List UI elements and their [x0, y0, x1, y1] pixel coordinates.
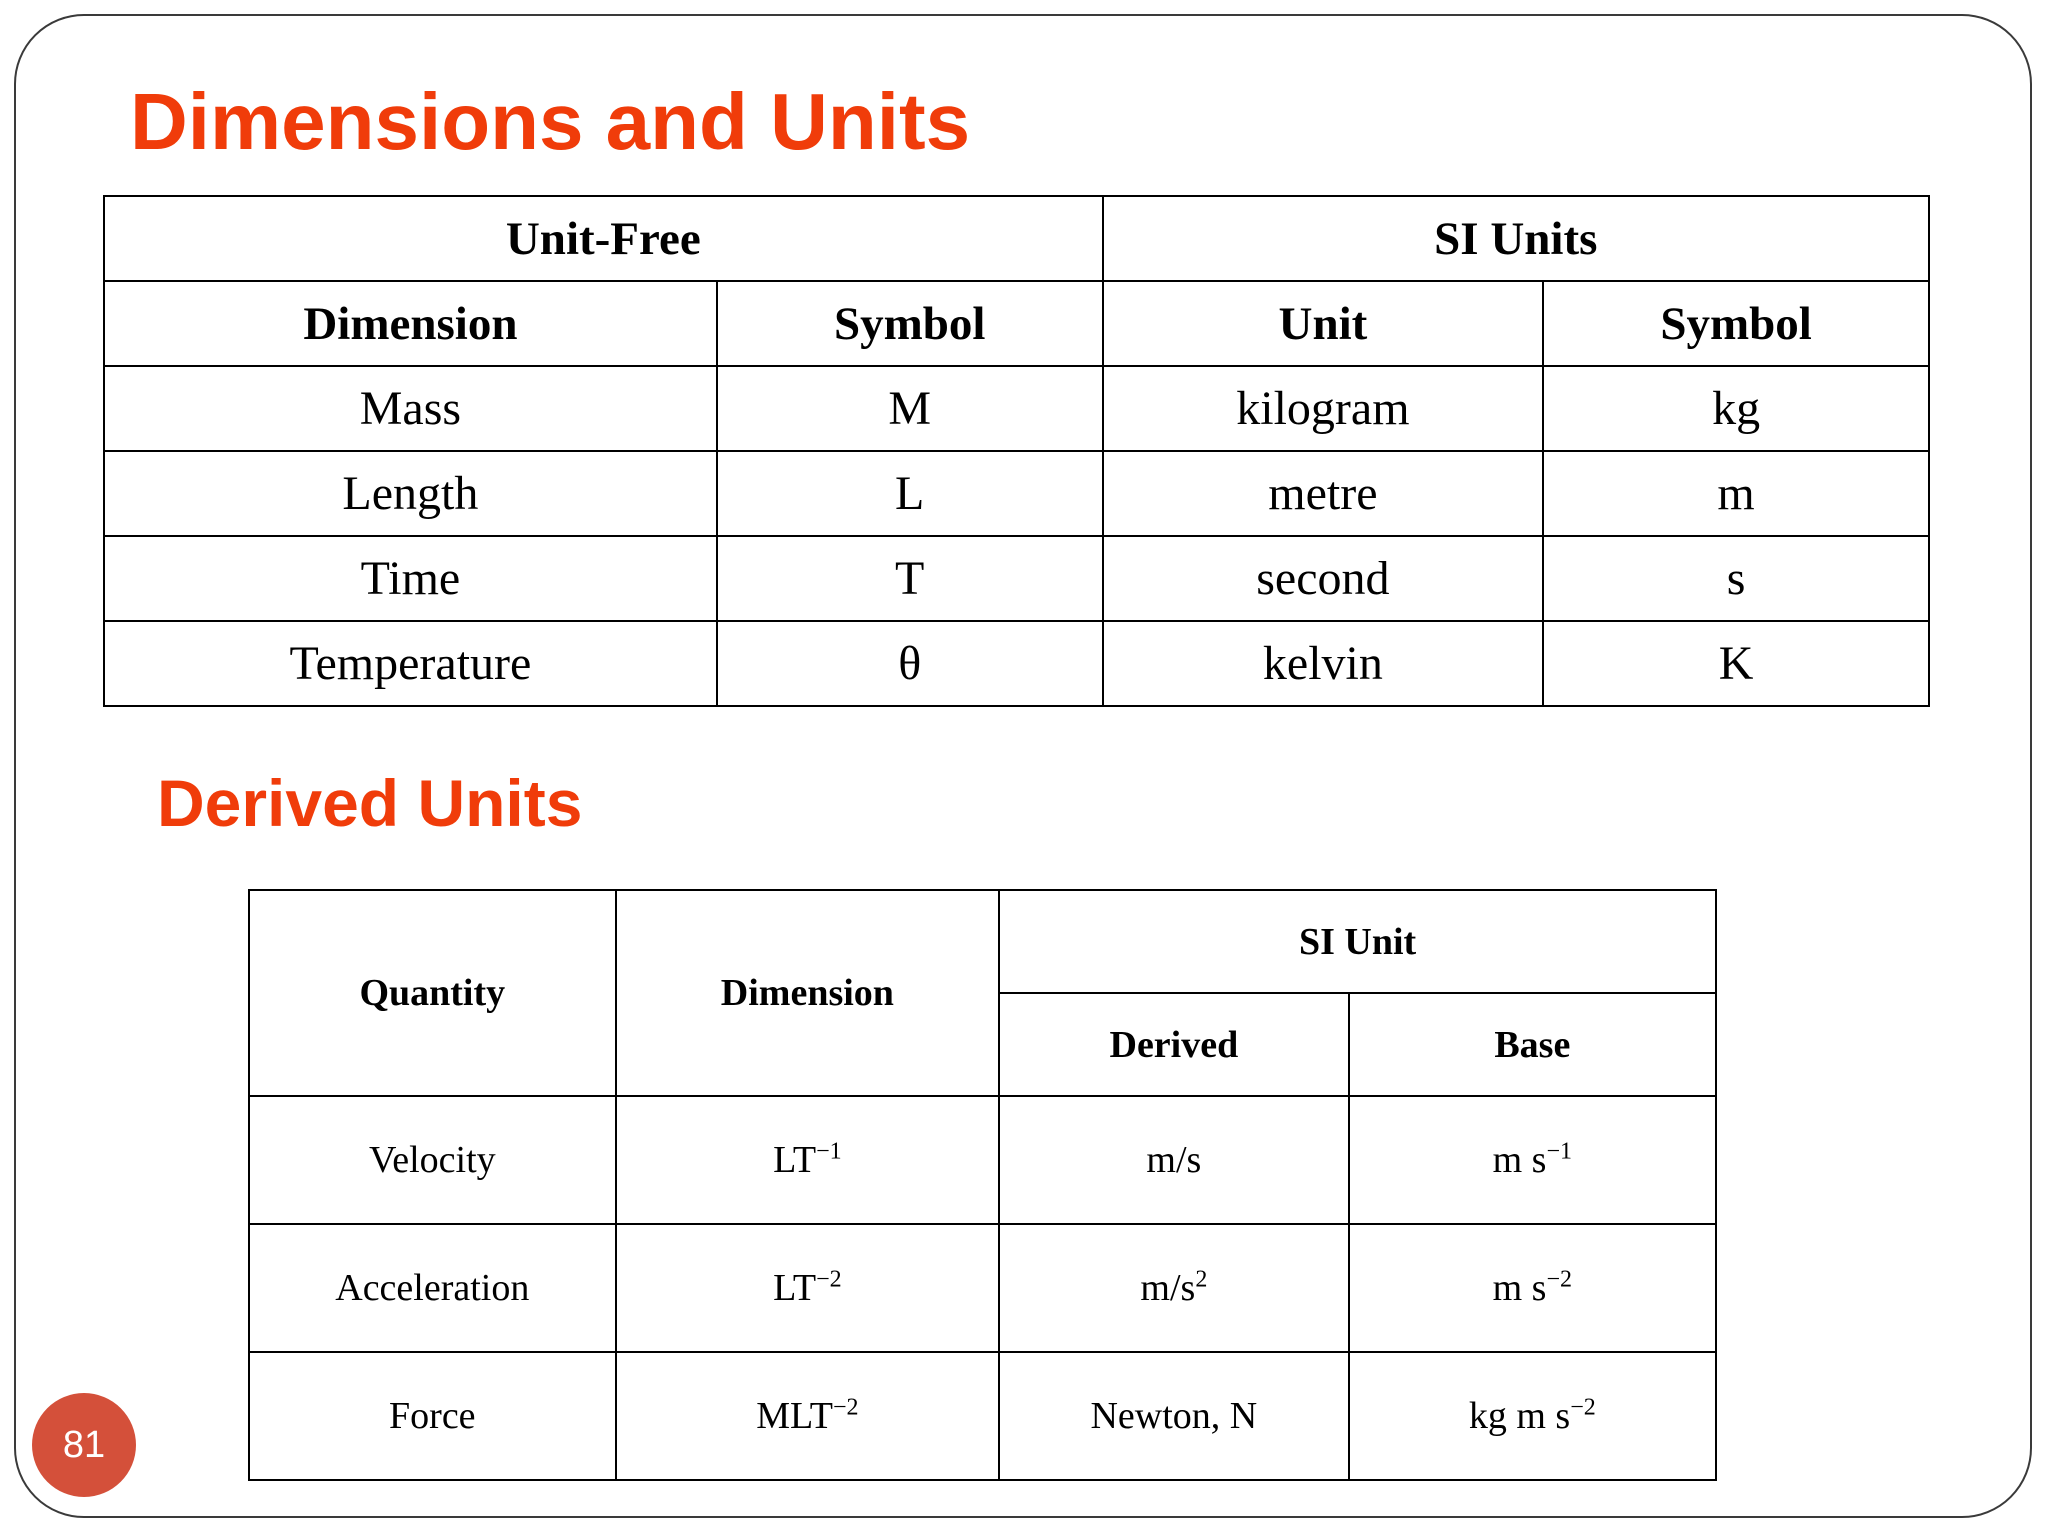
dimension-exponent: −2	[816, 1266, 842, 1293]
dimension-cell	[616, 1352, 1000, 1480]
dimension-exponent: −2	[832, 1394, 859, 1421]
derived-base: m/s	[1146, 1139, 1202, 1181]
dimension-cell: Length	[104, 451, 717, 536]
unit-cell: metre	[1103, 451, 1544, 536]
table-row	[249, 1096, 1716, 1224]
dimension-cell	[616, 1224, 1000, 1352]
symbol-cell: L	[717, 451, 1103, 536]
table-row	[104, 621, 1929, 706]
si-units-header: SI Units	[1103, 196, 1929, 281]
dimension-exponent: −1	[816, 1138, 842, 1165]
base-exponent: −2	[1570, 1394, 1596, 1421]
dimension-header: Dimension	[104, 281, 717, 366]
group-header-row	[104, 196, 1929, 281]
si-symbol-cell: K	[1543, 621, 1929, 706]
quantity-cell: Velocity	[249, 1096, 616, 1224]
base-units-table	[103, 195, 1930, 707]
quantity-header: Quantity	[249, 890, 616, 1096]
dimension-base: MLT	[756, 1395, 833, 1437]
base-exponent: −1	[1546, 1138, 1573, 1165]
slide-title: Dimensions and Units	[130, 77, 971, 166]
unit-free-header: Unit-Free	[104, 196, 1103, 281]
section-subtitle: Derived Units	[157, 766, 583, 840]
derived-cell	[999, 1352, 1349, 1480]
dimension-base: LT	[773, 1139, 817, 1181]
si-symbol-cell: m	[1543, 451, 1929, 536]
base-unit: m s	[1492, 1267, 1547, 1309]
dimension-cell: Time	[104, 536, 717, 621]
base-exponent: −2	[1546, 1266, 1573, 1293]
base-header: Base	[1349, 993, 1716, 1096]
dimension-cell	[616, 1096, 1000, 1224]
unit-header: Unit	[1103, 281, 1544, 366]
table-row	[249, 1352, 1716, 1480]
table-row	[249, 1224, 1716, 1352]
table-row	[104, 451, 1929, 536]
page-number-badge: 81	[32, 1393, 136, 1497]
quantity-cell: Force	[249, 1352, 616, 1480]
dimension-cell: Mass	[104, 366, 717, 451]
symbol-cell: M	[717, 366, 1103, 451]
base-cell	[1349, 1352, 1716, 1480]
symbol-header: Symbol	[717, 281, 1103, 366]
derived-header: Derived	[999, 993, 1349, 1096]
base-cell	[1349, 1096, 1716, 1224]
derived-base: Newton, N	[1090, 1395, 1258, 1437]
table-row	[104, 536, 1929, 621]
quantity-cell: Acceleration	[249, 1224, 616, 1352]
derived-exponent: 2	[1195, 1266, 1208, 1293]
column-header-row	[104, 281, 1929, 366]
dimension-header: Dimension	[616, 890, 1000, 1096]
derived-units-table	[248, 889, 1717, 1481]
dimension-cell: Temperature	[104, 621, 717, 706]
si-symbol-header: Symbol	[1543, 281, 1929, 366]
si-symbol-cell: s	[1543, 536, 1929, 621]
si-symbol-cell: kg	[1543, 366, 1929, 451]
derived-cell	[999, 1224, 1349, 1352]
base-cell	[1349, 1224, 1716, 1352]
base-unit: kg m s	[1468, 1395, 1571, 1437]
unit-cell: second	[1103, 536, 1544, 621]
symbol-cell: θ	[717, 621, 1103, 706]
unit-cell: kelvin	[1103, 621, 1544, 706]
derived-cell	[999, 1096, 1349, 1224]
dimension-base: LT	[773, 1267, 817, 1309]
si-unit-header: SI Unit	[999, 890, 1716, 993]
table-row	[104, 366, 1929, 451]
unit-cell: kilogram	[1103, 366, 1544, 451]
header-row	[249, 890, 1716, 993]
symbol-cell: T	[717, 536, 1103, 621]
base-unit: m s	[1492, 1139, 1547, 1181]
derived-base: m/s	[1140, 1267, 1196, 1309]
